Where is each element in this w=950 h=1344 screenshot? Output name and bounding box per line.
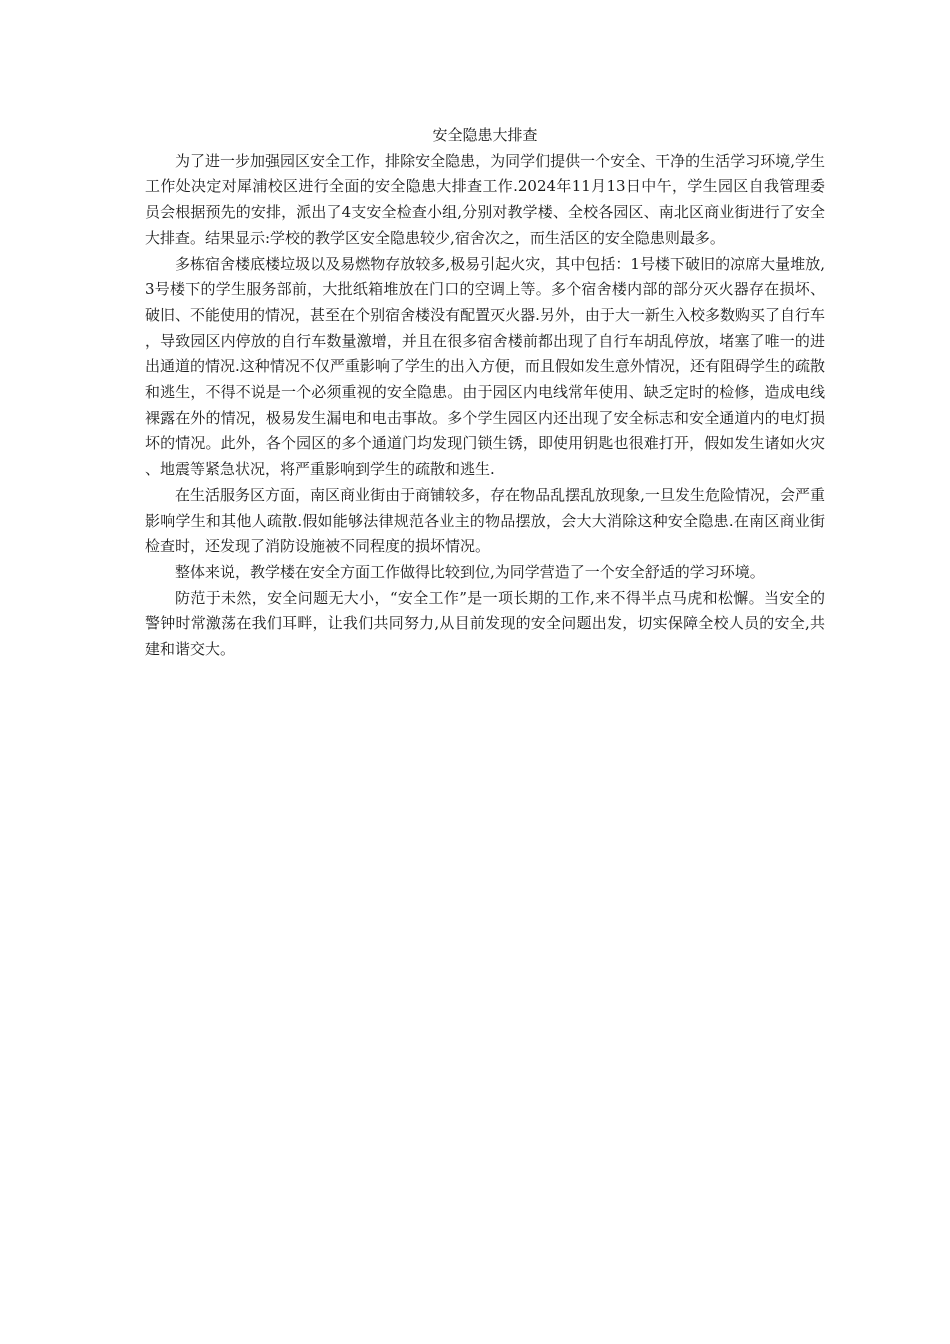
paragraph-conclusion: 防范于未然，安全问题无大小，“安全工作”是一项长期的工作,来不得半点马虎和松懈。当安全的警钟时常激荡在我们耳畔，让我们共同努力,从目前发现的安全问题出发，切实保障全校人员的安全,共建和谐交大。 (145, 588, 825, 659)
document-body (145, 123, 825, 663)
paragraph-inspection-overview: 为了进一步加强园区安全工作，排除安全隐患，为同学们提供一个安全、干净的生活学习环境,学生工作处决定对犀浦校区进行全面的安全隐患大排查工作.2024年11月13日中午，学生园区自我管理委员会根据预先的安排，派出了4支安全检查小组,分别对教学楼、全校各园区、南北区商业街进行了安全大排查。结果显示:学校的教学区安全隐患较少,宿舍次之，而生活区的安全隐患则最多。 (145, 151, 825, 247)
paragraph-teaching-buildings: 整体来说，教学楼在安全方面工作做得比较到位,为同学营造了一个安全舒适的学习环境。 (175, 562, 765, 581)
document-title: 安全隐患大排查 (432, 126, 538, 144)
paragraph-dormitory-hazards: 多栋宿舍楼底楼垃圾以及易燃物存放较多,极易引起火灾，其中包括：1号楼下破旧的凉席大量堆放, 3号楼下的学生服务部前，大批纸箱堆放在门口的空调上等。多个宿舍楼内部的部分灭火器存在损坏、破旧、不能使用的情况，甚至在个别宿舍楼没有配置灭火器.另外，由于大一新生入校多数购买了自行车，导致园区内停放的自行车数量激增，并且在很多宿舍楼前都出现了自行车胡乱停放，堵塞了唯一的进出通道的情况.这种情况不仅严重影响了学生的出入方便，而且假如发生意外情况，还有阻碍学生的疏散和逃生，不得不说是一个必须重视的安全隐患。由于园区内电线常年使用、缺乏定时的检修，造成电线裸露在外的情况，极易发生漏电和电击事故。多个学生园区内还出现了安全标志和安全通道内的电灯损坏的情况。此外，各个园区的多个通道门均发现门锁生锈，即使用钥匙也很难打开，假如发生诸如火灾、地震等紧急状况，将严重影响到学生的疏散和逃生. (145, 254, 825, 479)
paragraph-service-area: 在生活服务区方面，南区商业街由于商铺较多，存在物品乱摆乱放现象,一旦发生危险情况，会严重影响学生和其他人疏散.假如能够法律规范各业主的物品摆放，会大大消除这种安全隐患.在南区商业街检查时，还发现了消防设施被不同程度的损坏情况。 (145, 485, 825, 556)
